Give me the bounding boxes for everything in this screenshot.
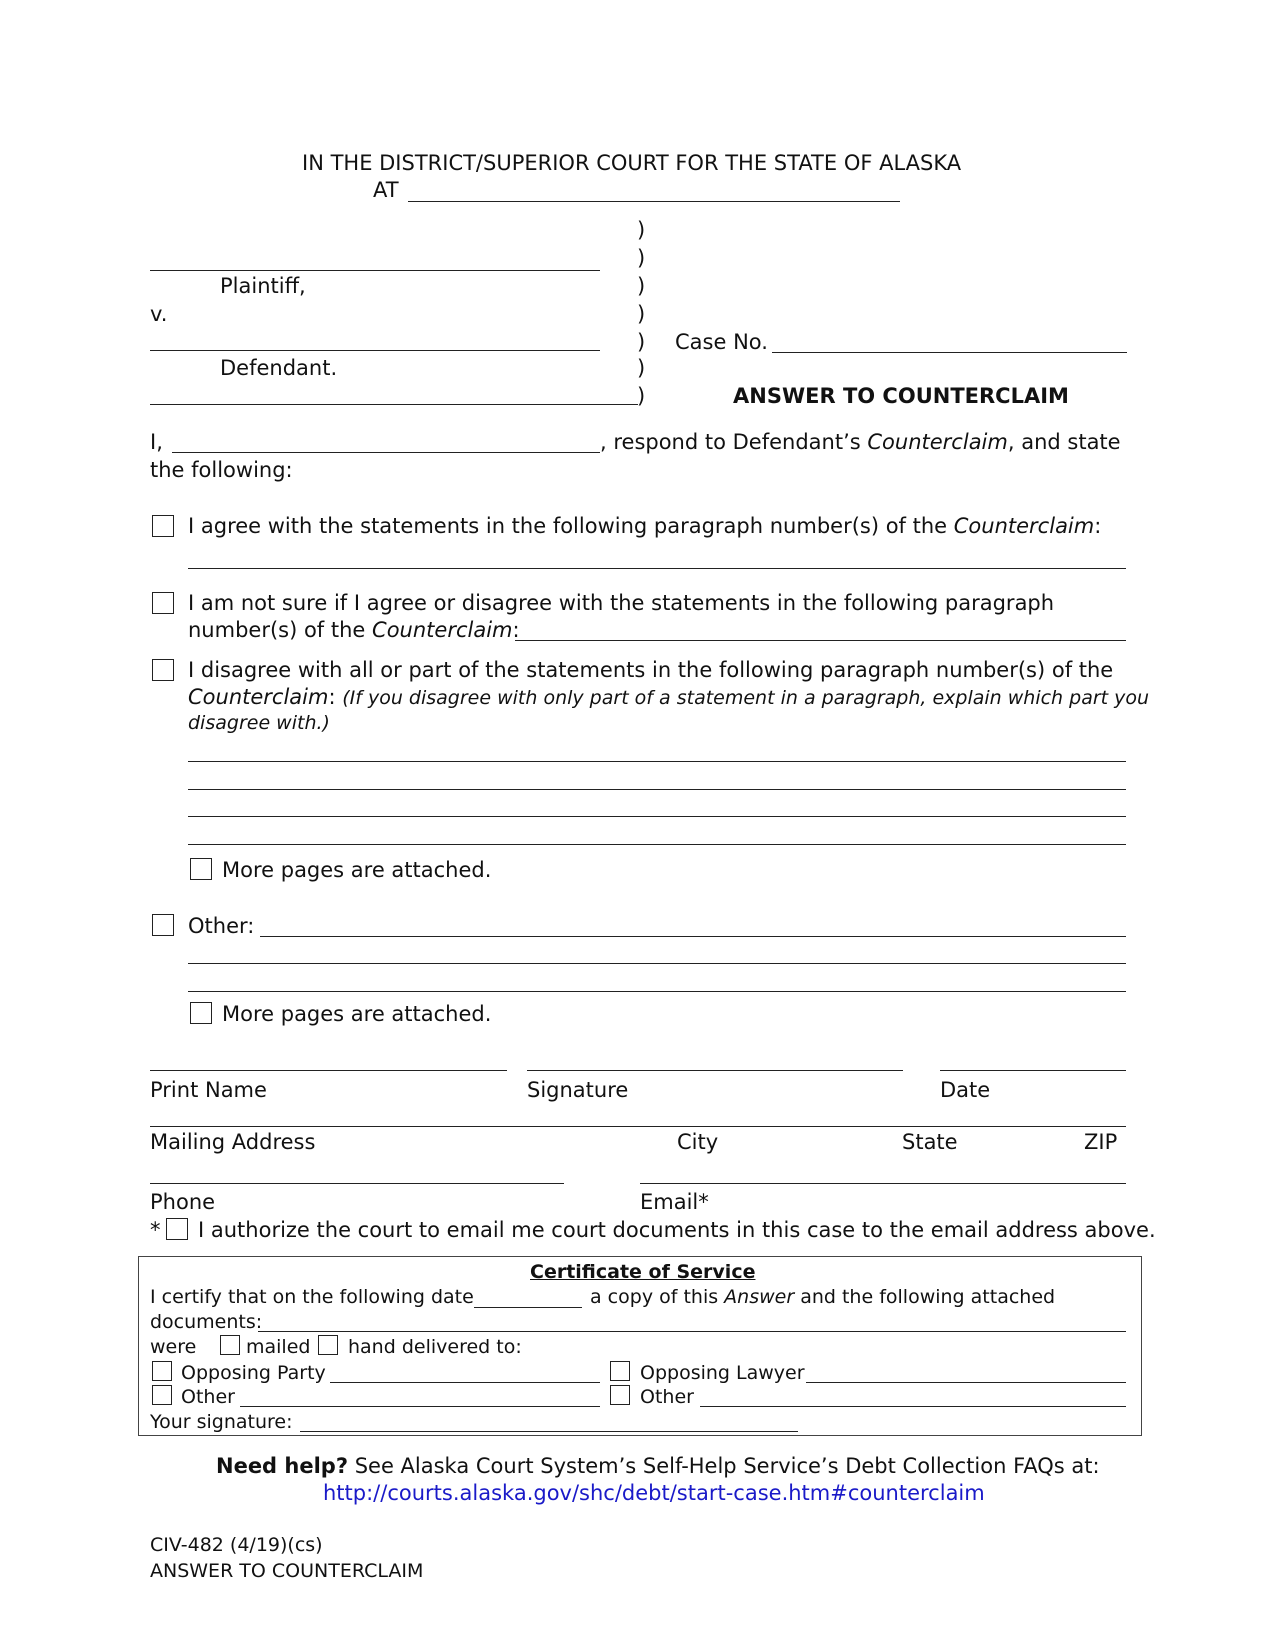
caption-paren: )	[637, 274, 646, 298]
certify-text-2: a copy of this Answer and the following attached	[590, 1286, 1056, 1308]
case-no-field[interactable]	[772, 352, 1127, 353]
respondent-name-field[interactable]	[172, 452, 600, 453]
intro-line-2: the following:	[150, 458, 293, 482]
other-line-3[interactable]	[188, 991, 1126, 992]
certificate-title: Certificate of Service	[530, 1261, 756, 1283]
service-date-field[interactable]	[474, 1307, 582, 1308]
other-checkbox[interactable]	[152, 914, 174, 936]
mailing-address-label: Mailing Address	[150, 1130, 316, 1154]
not-sure-paragraphs-field[interactable]	[515, 640, 1126, 641]
intro-i: I,	[150, 430, 163, 454]
opposing-lawyer-field[interactable]	[806, 1382, 1126, 1383]
caption-paren: )	[637, 330, 646, 354]
print-name-label: Print Name	[150, 1078, 267, 1102]
zip-label: ZIP	[1084, 1130, 1118, 1154]
other-label: Other:	[188, 914, 255, 938]
opposing-party-field[interactable]	[330, 1382, 600, 1383]
mailed-label: mailed	[246, 1336, 311, 1358]
disagree-line-4[interactable]	[188, 844, 1126, 845]
help-line: Need help? See Alaska Court System’s Self-Help Service’s Debt Collection FAQs at:	[216, 1454, 1100, 1478]
other-recipient-label-2: Other	[640, 1386, 694, 1408]
more-pages-checkbox[interactable]	[190, 858, 212, 880]
caption-paren: )	[637, 302, 646, 326]
documents-field[interactable]	[258, 1331, 1126, 1332]
more-pages-label: More pages are attached.	[222, 858, 492, 882]
plaintiff-label: Plaintiff,	[220, 274, 306, 298]
asterisk: *	[150, 1218, 161, 1242]
versus-label: v.	[150, 302, 168, 326]
form-title: ANSWER TO COUNTERCLAIM	[733, 384, 1069, 408]
disagree-checkbox[interactable]	[152, 659, 174, 681]
caption-paren: )	[637, 218, 646, 242]
agree-checkbox[interactable]	[152, 515, 174, 537]
certificate-signature-field[interactable]	[300, 1431, 798, 1432]
other-line-1[interactable]	[260, 936, 1126, 937]
certify-text: I certify that on the following date	[150, 1286, 474, 1308]
date-label: Date	[940, 1078, 991, 1102]
print-name-field[interactable]	[150, 1070, 507, 1071]
intro-text: , respond to Defendant’s Counterclaim, and state	[600, 430, 1121, 454]
caption-bottom-line	[150, 404, 638, 405]
email-label: Email*	[640, 1190, 709, 1214]
defendant-label: Defendant.	[220, 356, 338, 380]
your-signature-label: Your signature:	[150, 1411, 293, 1433]
email-field[interactable]	[640, 1183, 1126, 1184]
disagree-line-2[interactable]	[188, 789, 1126, 790]
more-pages-checkbox-2[interactable]	[190, 1002, 212, 1024]
phone-field[interactable]	[150, 1183, 564, 1184]
opposing-party-checkbox[interactable]	[152, 1361, 172, 1381]
disagree-line-1[interactable]	[188, 761, 1126, 762]
caption-paren: )	[637, 384, 646, 408]
caption-paren: )	[637, 356, 646, 380]
disagree-note: disagree with.)	[188, 712, 330, 734]
more-pages-label-2: More pages are attached.	[222, 1002, 492, 1026]
caption-paren: )	[637, 246, 646, 270]
signature-field[interactable]	[527, 1070, 903, 1071]
footer-form-name: ANSWER TO COUNTERCLAIM	[150, 1560, 424, 1582]
hand-delivered-checkbox[interactable]	[318, 1335, 338, 1355]
disagree-line-3[interactable]	[188, 816, 1126, 817]
disagree-text-2: Counterclaim: (If you disagree with only part of a statement in a paragraph, explain which part you	[188, 685, 1150, 709]
other-recipient-field-2[interactable]	[700, 1406, 1126, 1407]
opposing-lawyer-label: Opposing Lawyer	[640, 1362, 805, 1384]
signature-label: Signature	[527, 1078, 629, 1102]
form-code: CIV-482 (4/19)(cs)	[150, 1534, 323, 1556]
other-recipient-field[interactable]	[240, 1406, 600, 1407]
agree-paragraphs-field[interactable]	[188, 568, 1126, 569]
opposing-party-label: Opposing Party	[181, 1362, 326, 1384]
email-consent-checkbox[interactable]	[166, 1218, 188, 1240]
not-sure-text-2: number(s) of the Counterclaim:	[188, 618, 520, 642]
location-field[interactable]	[408, 201, 900, 202]
hand-delivered-label: hand delivered to:	[348, 1336, 522, 1358]
not-sure-text: I am not sure if I agree or disagree with the statements in the following paragraph	[188, 591, 1055, 615]
opposing-lawyer-checkbox[interactable]	[610, 1361, 630, 1381]
case-no-label: Case No.	[675, 330, 768, 354]
mailing-address-field[interactable]	[150, 1126, 1126, 1127]
were-label: were	[150, 1336, 197, 1358]
court-heading: IN THE DISTRICT/SUPERIOR COURT FOR THE STATE OF ALASKA	[302, 151, 962, 175]
other-recipient-checkbox-2[interactable]	[610, 1385, 630, 1405]
date-field[interactable]	[940, 1070, 1126, 1071]
other-line-2[interactable]	[188, 963, 1126, 964]
other-recipient-label: Other	[181, 1386, 235, 1408]
mailed-checkbox[interactable]	[220, 1335, 240, 1355]
at-label: AT	[373, 178, 399, 202]
phone-label: Phone	[150, 1190, 216, 1214]
not-sure-checkbox[interactable]	[152, 592, 174, 614]
plaintiff-name-field[interactable]	[150, 270, 600, 271]
documents-label: documents:	[150, 1311, 263, 1333]
disagree-text: I disagree with all or part of the statements in the following paragraph number(s) of the	[188, 658, 1114, 682]
agree-text: I agree with the statements in the following paragraph number(s) of the Counterclaim:	[188, 514, 1102, 538]
city-label: City	[677, 1130, 719, 1154]
state-label: State	[902, 1130, 958, 1154]
defendant-name-field[interactable]	[150, 350, 600, 351]
help-link[interactable]: http://courts.alaska.gov/shc/debt/start-case.htm#counterclaim	[323, 1481, 985, 1505]
email-consent-text: I authorize the court to email me court documents in this case to the email address above.	[198, 1218, 1156, 1242]
other-recipient-checkbox[interactable]	[152, 1385, 172, 1405]
